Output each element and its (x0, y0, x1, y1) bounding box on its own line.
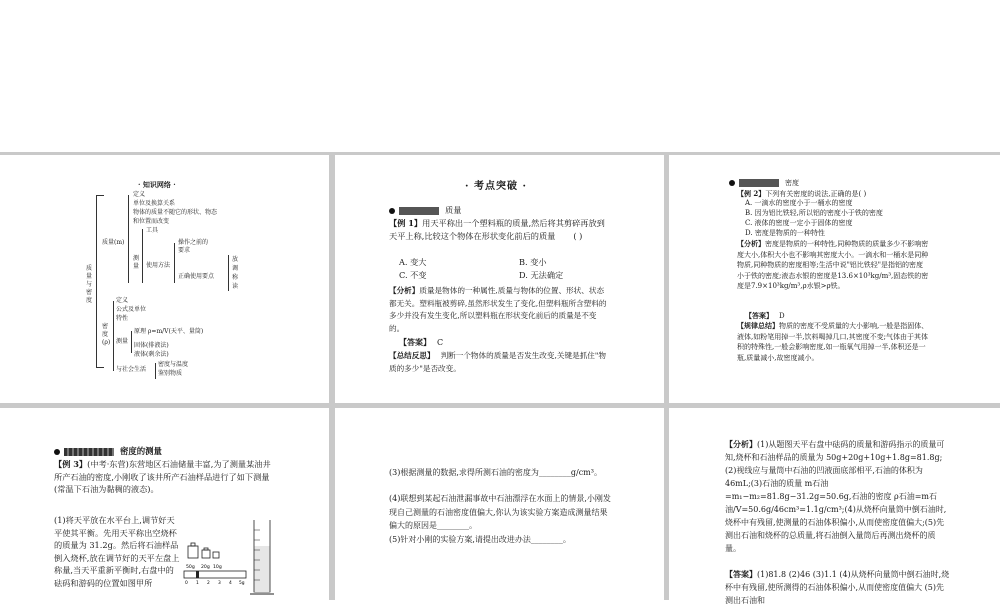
exam-points-heading: · 考点突破 · (465, 181, 527, 192)
density-temp: 密度与温度 (158, 361, 189, 368)
weight-label-20: 20g (201, 565, 210, 570)
slide-density-measurement[interactable] (0, 408, 329, 600)
slide-density-example[interactable] (669, 155, 1000, 403)
scale-tick-0: 0 (185, 581, 188, 586)
mass-measure-label: 测量 (133, 255, 140, 270)
mass-label: 质量(m) (102, 239, 125, 246)
topic-title: 质量 (445, 205, 462, 215)
bullet-icon (389, 208, 395, 214)
analysis-text (737, 239, 929, 292)
answer-value: D (779, 312, 785, 320)
answer-tag: 【答案】 (745, 311, 773, 320)
density-principle: 原理 ρ=m/V(天平、量筒) (134, 328, 204, 335)
mass-tool: 工具 (146, 227, 159, 234)
mass-use: 使用方法 (146, 262, 171, 269)
scale-tick-3: 3 (218, 581, 221, 586)
analysis-tag: 【分析】 (725, 439, 757, 449)
density-identify: 鉴别物质 (158, 370, 183, 377)
scale-tick-1: 1 (196, 581, 199, 586)
topic-tag-icon (64, 448, 114, 456)
analysis-body: 密度是物质的一种特性,同种物质的质量多少不影响密度大小,体积大小也不影响其密度大小。一滴水和一桶水是同种物质,同种物质的密度相等;生活中说"铝比铁轻"是指铝的密度小于铁的密度;液态水银的密度是13.6×10³kg/m³,固态铁的密度是7.9×10³kg/m³,ρ水银>ρ铁。 (737, 240, 929, 291)
scale-tick-4: 4 (229, 581, 232, 586)
question-body: 用天平称出一个塑料瓶的质量,然后将其剪碎再放到天平上称,比较这个物体在形状变化前后的质量 (389, 218, 605, 241)
density-item-3: 特性 (116, 315, 129, 322)
answer-tag: 【答案】 (399, 337, 431, 347)
analysis-text (389, 285, 611, 335)
density-label: 密度(ρ) (102, 323, 111, 346)
question-4: (4)联想到某起石油泄漏事故中石油漂浮在水面上的情景,小刚发现自己测量的石油密度值偏大,你认为该实验方案造成测量结果偏大的原因是________。 (389, 494, 611, 530)
answer-body: (1)81.8 (2)46 (3)1.1 (4)从烧杯向量筒中倒石油时,烧杯中有残留,使所测得的石油体积偏小,从而使密度值偏大 (5)先测出石油和 (725, 570, 950, 605)
topic-tag-icon (739, 179, 779, 187)
question-3: (3)根据测量的数据,求得所测石油的密度为________g/cm³。 (389, 468, 602, 477)
option-b: B. 变小 (519, 257, 547, 267)
graduated-cylinder-icon (250, 520, 274, 594)
example-tag: 【例 1】 (389, 218, 423, 228)
density-item-2: 公式及单位 (116, 306, 147, 313)
analysis-text (725, 438, 951, 555)
topic-title: 密度的测量 (120, 446, 162, 456)
answer-paren: ( ) (573, 231, 583, 241)
answer-row (399, 337, 443, 348)
mass-operation: 操作之前的要求 (178, 239, 209, 254)
density-item-1: 定义 (116, 297, 129, 304)
summary-text (389, 350, 611, 375)
weight-label-50: 50g (186, 565, 195, 570)
mass-correct: 正确使用要点 (178, 273, 215, 280)
summary-tag: 【总结反思】 (389, 351, 435, 360)
analysis-body: 质量是物体的一种属性,质量与物体的位置、形状、状态都无关。塑料瓶被剪碎,虽然形状发生了变化,但塑料瓶所含塑料的多少并没有发生变化,所以塑料瓶在形状变化前后的质量是不变的。 (389, 286, 607, 333)
bullet-icon (54, 449, 60, 455)
slide-mass-example[interactable] (335, 155, 664, 403)
option-d: D. 无法确定 (519, 270, 564, 280)
analysis-tag: 【分析】 (737, 239, 765, 248)
option-a: A. 一滴水的密度小于一桶水的密度 (745, 199, 853, 207)
density-solid: 固体(排液法) (134, 342, 169, 349)
weight-label-10: 10g (213, 565, 222, 570)
question-text (389, 217, 611, 243)
question-body: (中考·东营)东营地区石油储量丰富,为了测量某油井所产石油的密度,小刚收了该井所产石油样品进行了如下测量(常温下石油为黏稠的液态)。 (54, 459, 271, 494)
analysis-tag: 【分析】 (389, 286, 420, 295)
example-tag: 【例 2】 (737, 189, 766, 198)
rule-body: 物质的密度不受质量的大小影响,一般是指固体、液体,如粉笔用掉一半,饮料喝掉几口,其密度不变;气体由于其体积的特殊性,一般会影响密度,如一瓶氧气用掉一半,体积还是一瓶,质量减小,故密度减小。 (737, 322, 929, 362)
bullet-icon (729, 180, 735, 186)
scale-tick-2: 2 (207, 581, 210, 586)
question-5: (5)针对小刚的实验方案,请提出改进办法________。 (389, 535, 571, 544)
weights-icon (188, 543, 219, 558)
density-liquid: 液体(剩余法) (134, 351, 169, 358)
knowledge-network-heading: · 知识网络 · (138, 180, 176, 189)
root-label: 质量与密度 (86, 265, 93, 304)
rule-tag: 【规律总结】 (737, 321, 779, 330)
topic-row (54, 446, 162, 457)
example-tag: 【例 3】 (54, 459, 88, 469)
slide-follow-up-questions[interactable] (335, 408, 664, 600)
analysis-body-1: (1)从题图天平右盘中砝码的质量和游码指示的质量可知,烧杯和石油样品的质量为 50g+20g+10g+1.8g=81.8g;(2)视线应与量筒中石油的凹液面底部相平,石油的体积为 46mL;(3)石油的质量 m石油=m₁−m₂=81.8g−31.2g=50.6g,石油的密度 (725, 440, 945, 501)
question-body: 下列有关密度的说法,正确的是( ) (765, 190, 867, 198)
scale-tick-5: 5g (239, 581, 245, 586)
balance-and-cylinder-figure (182, 516, 280, 598)
rule-text (737, 321, 929, 363)
analysis-body-2: =1.1g/cm³;(4)从烧杯向量筒中倒石油时,烧杯中有残留,使测量的石油体积偏小,从而使密度值偏大;(5)先测出石油和烧杯的总质量,将石油倒入量筒后再测出烧杯的质量。 (725, 505, 947, 553)
blank-header-area (0, 0, 1000, 152)
answer-value: C (437, 338, 444, 347)
slide-analysis-answer[interactable] (669, 408, 1000, 605)
mass-item-3: 物体的质量不随它的形状、物态 (133, 209, 218, 216)
option-c: C. 液体的密度一定小于固体的密度 (745, 219, 853, 227)
mass-read-steps: 放 调 称 读 (232, 256, 239, 290)
option-a: A. 变大 (399, 257, 427, 267)
option-c: C. 不变 (399, 270, 427, 280)
option-d: D. 密度是物质的一种特性 (745, 229, 825, 237)
topic-title: 密度 (785, 179, 799, 187)
option-b: B. 因为铝比铁轻,所以铝的密度小于铁的密度 (745, 209, 883, 217)
step1-text: (1)将天平放在水平台上,调节好天平使其平衡。先用天平称出空烧杯的质量为 31.2g。然后将石油样品倒入烧杯,放在调节好的天平左盘上称量,当天平重新平衡时,右盘中的砝码和游码的位置如图甲所 (54, 515, 180, 588)
mass-item-4: 和位置而改变 (133, 218, 170, 225)
topic-tag-icon (399, 207, 439, 215)
summary-body: 判断一个物体的质量是否发生改变,关键是抓住"物质的多少"是否改变。 (389, 351, 606, 373)
scale-ruler-icon (184, 571, 246, 578)
density-life: 与社会生活 (116, 366, 147, 373)
density-equation: ρ石油=m石油/V=50.6g/46cm³ (725, 492, 937, 514)
slide-knowledge-network[interactable] (0, 155, 329, 403)
question-text (54, 458, 278, 496)
mass-item-1: 定义 (133, 191, 146, 198)
density-measure-label: 测量 (116, 338, 129, 345)
answer-tag: 【答案】 (725, 569, 757, 579)
topic-row (389, 205, 461, 216)
mass-item-2: 单位及换算关系 (133, 200, 176, 207)
answer-text (725, 568, 951, 607)
